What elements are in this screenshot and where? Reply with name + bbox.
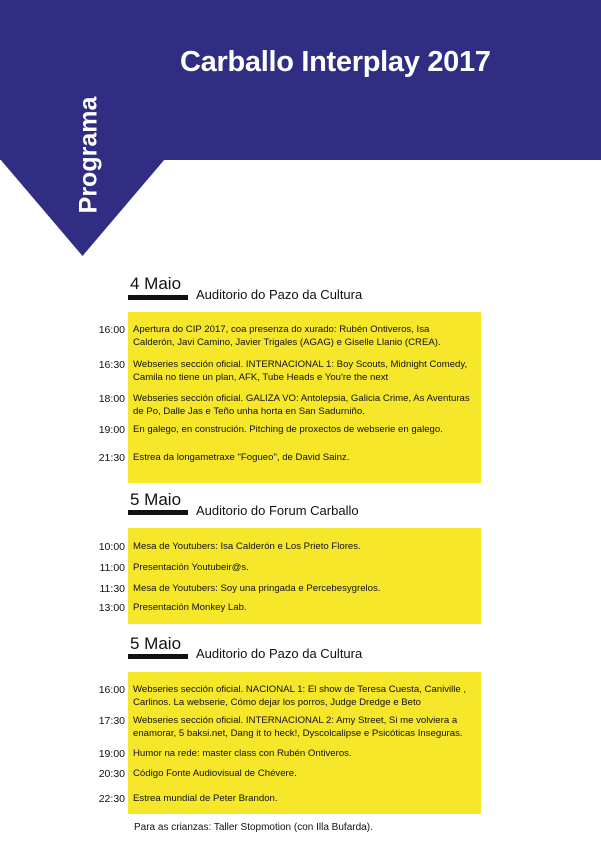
event-time: 10:00 <box>98 541 125 553</box>
day-date: 4 Maio <box>130 274 182 293</box>
event-text: Apertura do CIP 2017, coa presenza do xurado: Rubén Ontiveros, Isa Calderón, Javi Camino, Javier Trigales (AGAG) e Giselle Llanio (CREA). <box>133 324 441 348</box>
day-venue: Auditorio do Forum Carballo <box>196 503 359 518</box>
day-underline <box>128 295 188 300</box>
event-time: 16:30 <box>98 359 125 371</box>
day-underline <box>128 510 188 515</box>
event-time: 17:30 <box>98 715 125 727</box>
event-time: 11:30 <box>99 583 125 595</box>
event-time: 16:00 <box>98 684 125 696</box>
page-title: Carballo Interplay 2017 <box>180 46 491 78</box>
event-text: Mesa de Youtubers: Isa Calderón e Los Prieto Flores. <box>133 541 361 552</box>
event-time: 16:00 <box>98 324 125 336</box>
event-text: Presentación Monkey Lab. <box>133 602 247 613</box>
event-text: Webseries sección oficial. NACIONAL 1: El show de Teresa Cuesta, Caniville , Carlinos. La webserie, Cómo dejar los porros, Judge Dredge e Beto <box>133 684 467 708</box>
event-text: En galego, en construción. Pitching de proxectos de webserie en galego. <box>133 424 443 435</box>
day-date: 5 Maio <box>130 634 182 653</box>
event-text: Presentación Youtubeir@s. <box>133 562 249 573</box>
event-time: 19:00 <box>98 748 125 760</box>
event-text: Webseries sección oficial. INTERNACIONAL 1: Boy Scouts, Midnight Comedy, Camila no tiene un plan, AFK, Tube Heads e You're the next <box>133 359 468 383</box>
event-text: Mesa de Youtubers: Soy una pringada e Percebesygrelos. <box>133 583 381 594</box>
event-time: 20:30 <box>98 768 125 780</box>
section-label: Programa <box>74 96 103 214</box>
event-text: Webseries sección oficial. GALIZA VO: Antolepsia, Galicia Crime, As Aventuras de Po, Dalle Jas e Teño unha horta en San Sadurniño. <box>133 393 470 417</box>
event-text: Estrea mundial de Peter Brandon. <box>133 793 278 804</box>
event-text: Humor na rede: master class con Rubén Ontiveros. <box>133 748 352 759</box>
day-date: 5 Maio <box>130 490 182 509</box>
event-text: Webseries sección oficial. INTERNACIONAL 2: Amy Street, Si me volviera a enamorar, 5 baksi.net, Dang it to heck!, Dyscolcalipse e Psicóticas Inseguras. <box>133 715 463 739</box>
footer-note: Para as crianzas: Taller Stopmotion (con Illa Bufarda). <box>134 822 373 833</box>
event-time: 21:30 <box>98 452 125 464</box>
day-venue: Auditorio do Pazo da Cultura <box>196 646 363 661</box>
day-underline <box>128 654 188 659</box>
event-time: 11:00 <box>99 562 125 574</box>
day-venue: Auditorio do Pazo da Cultura <box>196 287 363 302</box>
event-text: Código Fonte Audiovisual de Chévere. <box>133 768 297 779</box>
event-time: 19:00 <box>98 424 125 436</box>
event-text: Estrea da longametraxe "Fogueo", de David Sainz. <box>133 452 350 463</box>
event-time: 18:00 <box>98 393 125 405</box>
event-time: 13:00 <box>98 602 125 614</box>
event-time: 22:30 <box>98 793 125 805</box>
